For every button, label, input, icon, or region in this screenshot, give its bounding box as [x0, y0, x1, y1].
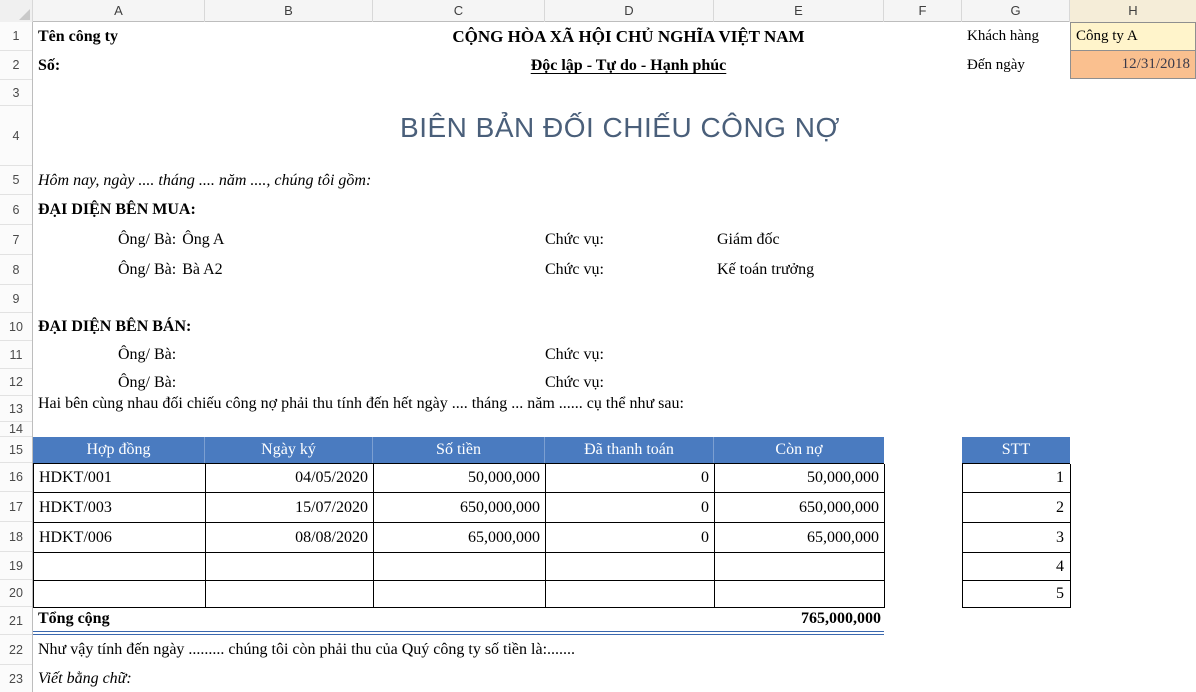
cell-amount[interactable]: 65,000,000 — [374, 523, 546, 553]
row-header-9[interactable]: 9 — [0, 285, 32, 313]
row-number-gutter — [0, 22, 33, 692]
row-header-19[interactable]: 19 — [0, 552, 32, 580]
column-header-c[interactable]: C — [373, 0, 545, 22]
column-header-f[interactable]: F — [884, 0, 962, 22]
header-paid[interactable]: Đã thanh toán — [545, 437, 714, 463]
cell-paid[interactable]: 0 — [546, 464, 715, 493]
row-header-3[interactable]: 3 — [0, 80, 32, 106]
name-label: Ông/ Bà: — [118, 231, 177, 248]
customer-label[interactable]: Khách hàng — [967, 28, 1040, 44]
position-label-seller-2[interactable]: Chức vụ: — [545, 374, 604, 391]
row-header-7[interactable]: 7 — [0, 225, 32, 255]
cell-amount[interactable]: 50,000,000 — [374, 464, 546, 493]
row-header-21[interactable]: 21 — [0, 607, 32, 635]
cell-contract[interactable]: HDKT/003 — [34, 493, 206, 523]
buyer-position-2[interactable]: Kế toán trưởng — [717, 261, 815, 278]
column-header-b[interactable]: B — [205, 0, 373, 22]
cell-sign-date[interactable] — [206, 581, 374, 608]
row-header-4[interactable]: 4 — [0, 106, 32, 166]
cell-paid[interactable] — [546, 553, 715, 581]
column-header-d[interactable]: D — [545, 0, 714, 22]
cell-contract[interactable]: HDKT/001 — [34, 464, 206, 493]
debt-table — [33, 437, 884, 608]
column-header-strip — [0, 0, 1196, 22]
header-remaining[interactable]: Còn nợ — [775, 441, 823, 458]
cell-sign-date[interactable] — [206, 553, 374, 581]
buyer-name-row-1[interactable] — [118, 225, 224, 255]
debt-table-body — [33, 463, 884, 608]
column-header-e[interactable]: E — [714, 0, 884, 22]
row-header-8[interactable]: 8 — [0, 255, 32, 285]
row-header-23[interactable]: 23 — [9, 671, 23, 686]
position-label-buyer-1[interactable]: Chức vụ: — [545, 231, 604, 248]
cell-paid[interactable]: 0 — [546, 523, 715, 553]
name-label: Ông/ Bà: — [118, 346, 177, 363]
company-name-label[interactable]: Tên công ty — [38, 28, 118, 45]
cell-remaining[interactable]: 50,000,000 — [715, 464, 885, 493]
column-header-g[interactable]: G — [962, 0, 1070, 22]
cell-sign-date[interactable]: 04/05/2020 — [206, 464, 374, 493]
header-amount[interactable]: Số tiền — [373, 437, 545, 463]
column-header-h[interactable]: H — [1070, 0, 1196, 22]
cell-sign-date[interactable]: 08/08/2020 — [206, 523, 374, 553]
cell-amount[interactable] — [374, 581, 546, 608]
row-header-1[interactable]: 1 — [0, 22, 32, 51]
doc-number-label[interactable]: Số: — [38, 57, 61, 74]
cell-remaining[interactable] — [715, 581, 885, 608]
seller-name-row-1[interactable] — [118, 341, 182, 369]
row-header-11[interactable]: 11 — [0, 341, 32, 369]
cell-contract[interactable] — [34, 553, 206, 581]
row-header-6[interactable]: 6 — [0, 195, 32, 225]
stt-body — [962, 463, 1070, 608]
row-header-16[interactable]: 16 — [0, 463, 32, 492]
national-motto-line1[interactable]: CỘNG HÒA XÃ HỘI CHỦ NGHĨA VIỆT NAM — [452, 27, 805, 46]
row-header-20[interactable]: 20 — [0, 580, 32, 607]
debt-table-header-row — [33, 437, 884, 463]
name-label: Ông/ Bà: — [118, 261, 177, 278]
row-header-18[interactable]: 18 — [0, 522, 32, 552]
row-header-13[interactable]: 13 — [0, 396, 32, 422]
position-label-buyer-2[interactable]: Chức vụ: — [545, 261, 604, 278]
total-value[interactable]: 765,000,000 — [801, 610, 881, 627]
total-label[interactable]: Tổng cộng — [38, 610, 110, 627]
buyer-name-row-2[interactable] — [118, 255, 223, 285]
buyer-position-1[interactable]: Giám đốc — [717, 231, 780, 248]
cell-paid[interactable] — [546, 581, 715, 608]
stt-header[interactable]: STT — [962, 437, 1070, 463]
buyer-heading[interactable]: ĐẠI DIỆN BÊN MUA: — [38, 201, 196, 218]
cell-remaining[interactable] — [715, 553, 885, 581]
cell-contract[interactable]: HDKT/006 — [34, 523, 206, 553]
row-header-2[interactable]: 2 — [0, 51, 32, 80]
stt-cell-2[interactable]: 2 — [963, 493, 1071, 523]
stt-cell-5[interactable]: 5 — [963, 581, 1071, 608]
select-all-button[interactable] — [0, 0, 33, 22]
buyer-name-1: Ông A — [182, 231, 225, 248]
in-words-label[interactable]: Viết bằng chữ: — [38, 670, 132, 687]
reconcile-intro-text[interactable]: Hai bên cùng nhau đối chiếu công nợ phải thu tính đến hết ngày .... tháng ... năm ...... cụ thể như sau: — [38, 395, 684, 412]
seller-heading[interactable]: ĐẠI DIỆN BÊN BÁN: — [38, 318, 192, 335]
cell-amount[interactable]: 650,000,000 — [374, 493, 546, 523]
national-motto-line2[interactable]: Độc lập - Tự do - Hạnh phúc — [530, 57, 727, 74]
row-header-14[interactable]: 14 — [0, 422, 32, 437]
name-label: Ông/ Bà: — [118, 374, 177, 391]
cell-remaining[interactable]: 650,000,000 — [715, 493, 885, 523]
cell-remaining[interactable]: 65,000,000 — [715, 523, 885, 553]
summary-text[interactable]: Như vậy tính đến ngày ......... chúng tôi còn phải thu của Quý công ty số tiền là:....... — [38, 641, 576, 658]
total-row — [33, 607, 884, 635]
cell-contract[interactable] — [34, 581, 206, 608]
intro-line[interactable]: Hôm nay, ngày .... tháng .... năm ...., chúng tôi gồm: — [38, 172, 372, 189]
stt-cell-3[interactable]: 3 — [963, 523, 1071, 553]
row-header-15[interactable]: 15 — [0, 437, 32, 463]
customer-value-cell[interactable]: Công ty A — [1070, 22, 1196, 51]
cell-paid[interactable]: 0 — [546, 493, 715, 523]
header-contract[interactable]: Hợp đồng — [33, 437, 205, 463]
row-header-10[interactable]: 10 — [0, 313, 32, 341]
stt-cell-4[interactable]: 4 — [963, 553, 1071, 581]
document-title[interactable]: BIÊN BẢN ĐỐI CHIẾU CÔNG NỢ — [400, 112, 840, 143]
cell-amount[interactable] — [374, 553, 546, 581]
header-sign-date[interactable]: Ngày ký — [205, 437, 373, 463]
to-date-label[interactable]: Đến ngày — [967, 57, 1025, 73]
stt-cell-1[interactable]: 1 — [963, 464, 1071, 493]
position-label-seller-1[interactable]: Chức vụ: — [545, 346, 604, 363]
column-header-a[interactable]: A — [33, 0, 205, 22]
row-header-22[interactable]: 22 — [0, 635, 32, 665]
row-header-12[interactable]: 12 — [0, 369, 32, 396]
stt-table — [962, 437, 1070, 608]
row-header-5[interactable]: 5 — [0, 166, 32, 195]
to-date-value-cell[interactable]: 12/31/2018 — [1070, 50, 1196, 79]
buyer-name-2: Bà A2 — [182, 261, 223, 278]
cell-sign-date[interactable]: 15/07/2020 — [206, 493, 374, 523]
row-header-17[interactable]: 17 — [0, 492, 32, 522]
select-all-triangle-icon — [19, 9, 30, 20]
